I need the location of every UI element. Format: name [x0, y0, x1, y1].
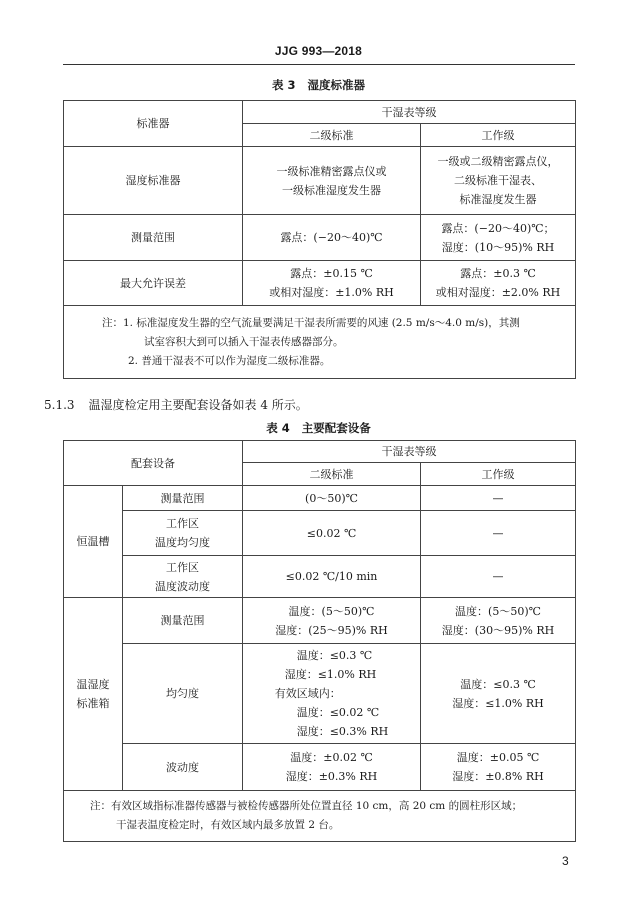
row-label: 最大允许误差 — [64, 261, 243, 306]
table-row — [64, 744, 576, 791]
table-row — [64, 215, 576, 261]
cell-line: 湿度：≤1.0% RH — [284, 668, 377, 681]
header-rule — [63, 64, 575, 65]
cell-line: 一级或二级精密露点仪， — [437, 155, 559, 168]
cell-line: ≤0.02 ℃ — [306, 526, 357, 540]
table3-col-working-header: 工作级 — [421, 124, 576, 147]
table3 — [63, 100, 576, 379]
cell-line: 温度均匀度 — [155, 536, 210, 549]
cell-line: — — [492, 570, 504, 583]
working-cell — [421, 261, 576, 306]
uniformity-block — [275, 646, 389, 741]
table-row — [64, 644, 576, 744]
table4-group-header: 干湿表等级 — [243, 441, 576, 463]
cell-line: 标准箱 — [76, 697, 110, 710]
secondary-cell — [243, 556, 421, 598]
cell-line: 湿度：(30～95)% RH — [441, 623, 555, 637]
note-line: 2. 普通干湿表不可以作为湿度二级标准器。 — [128, 354, 331, 367]
table3-caption — [0, 77, 637, 93]
cell-line: — — [492, 526, 504, 540]
table3-col-first-header: 标准器 — [64, 101, 243, 147]
cell-line: 温度波动度 — [155, 579, 210, 593]
table-row — [64, 598, 576, 644]
working-cell — [421, 486, 576, 511]
cell-line: 或相对湿度：±2.0% RH — [435, 286, 561, 299]
working-cell — [421, 644, 576, 744]
cell-line: 温度：±0.02 ℃ — [290, 751, 373, 764]
cell-line: 有效区域内： — [274, 687, 341, 700]
item-cell — [123, 486, 243, 511]
cell-line: 露点：±0.15 ℃ — [290, 267, 373, 280]
note-line — [76, 314, 565, 333]
cell-line: 温度：±0.05 ℃ — [456, 751, 540, 764]
note-line: 试室容积大到可以插入干湿表传感器部分。 — [144, 335, 344, 348]
secondary-cell — [243, 486, 421, 511]
cell-line: 湿度：≤1.0% RH — [452, 696, 544, 710]
working-cell — [421, 598, 576, 644]
cell-line: 湿度：(25～95)% RH — [275, 623, 388, 637]
cell-line: 均匀度 — [166, 687, 199, 700]
table4-number: 表 4 — [266, 421, 290, 435]
secondary-cell — [243, 147, 421, 215]
note-text: 1. 标准湿度发生器的空气流量要满足干湿表所需要的风速 (2.5 m/s～4.0 m/s)，其测 — [123, 316, 520, 329]
cell-line: 露点：±0.3 ℃ — [460, 267, 536, 280]
table4-col-working-header: 工作级 — [421, 463, 576, 486]
cell-line: 二级标准干湿表、 — [454, 174, 542, 187]
secondary-cell — [243, 744, 421, 791]
page-number: 3 — [562, 854, 569, 868]
secondary-cell — [243, 511, 421, 556]
cell-line: — — [492, 491, 504, 505]
table-row — [64, 486, 576, 511]
working-cell — [421, 215, 576, 261]
section-text: 温湿度检定用主要配套设备如表 4 所示。 — [88, 398, 308, 412]
table4-caption — [0, 420, 637, 436]
section-number: 5.1.3 — [44, 398, 75, 412]
cell-line: 温湿度 — [76, 678, 110, 691]
note-line — [76, 797, 565, 816]
item-cell — [123, 598, 243, 644]
note-line: 干湿表温度检定时，有效区域内最多放置 2 台。 — [116, 819, 340, 831]
cell-line: 或相对湿度：±1.0% RH — [269, 286, 394, 299]
table4-col-first-header: 配套设备 — [64, 441, 243, 486]
cell-line: 温度：≤0.3 ℃ — [296, 649, 373, 662]
cell-line: ≤0.02 ℃/10 min — [285, 570, 378, 583]
cell-line: 测量范围 — [160, 614, 205, 627]
working-cell — [421, 744, 576, 791]
cell-line: 露点：(−20～40)℃； — [441, 221, 555, 235]
cell-line: 湿度：≤0.3% RH — [296, 725, 389, 738]
table4-title: 主要配套设备 — [301, 421, 371, 435]
table4-notes — [64, 791, 576, 842]
cell-line: 工作区 — [166, 517, 199, 530]
table3-notes — [64, 306, 576, 379]
cell-line: 湿度：±0.3% RH — [285, 770, 378, 783]
table-row — [64, 147, 576, 215]
cell-line: 一级标准湿度发生器 — [282, 183, 381, 197]
secondary-cell — [243, 261, 421, 306]
row-label: 测量范围 — [64, 215, 243, 261]
note-text: 有效区域指标准器传感器与被检传感器所处位置直径 10 cm，高 20 cm 的圆柱形区域； — [111, 800, 523, 812]
working-cell — [421, 511, 576, 556]
standard-code-header: JJG 993—2018 — [274, 44, 363, 58]
cell-line: 温度：≤0.02 ℃ — [296, 706, 380, 719]
table-row — [64, 511, 576, 556]
table-row — [64, 261, 576, 306]
working-cell — [421, 147, 576, 215]
cell-line: 湿度：(10～95)% RH — [441, 240, 555, 254]
cell-line: (0～50)℃ — [305, 491, 358, 505]
cell-line: 露点：(−20～40)℃ — [280, 231, 383, 244]
secondary-cell — [243, 644, 421, 744]
table3-title: 湿度标准器 — [307, 78, 365, 92]
item-cell — [123, 556, 243, 598]
item-cell — [123, 744, 243, 791]
item-cell — [123, 511, 243, 556]
note-prefix: 注： — [90, 800, 111, 812]
table4-col-secondary-header: 二级标准 — [243, 463, 421, 486]
secondary-cell — [243, 598, 421, 644]
secondary-cell — [243, 215, 421, 261]
cell-line: 温度：≤0.3 ℃ — [460, 677, 536, 691]
table3-number: 表 3 — [271, 78, 296, 92]
table4 — [63, 440, 576, 842]
cell-line: 湿度：±0.8% RH — [452, 770, 544, 783]
table3-col-secondary-header: 二级标准 — [243, 124, 421, 147]
row-label: 湿度标准器 — [64, 147, 243, 215]
cell-line: 波动度 — [166, 760, 199, 774]
item-cell — [123, 644, 243, 744]
cell-line: 温度：(5～50)℃ — [288, 604, 375, 618]
cell-line: 温度：(5～50)℃ — [455, 604, 541, 618]
cell-line: 测量范围 — [160, 491, 205, 505]
cell-line: 工作区 — [166, 560, 199, 574]
section-paragraph — [44, 396, 308, 413]
working-cell — [421, 556, 576, 598]
group-label — [64, 598, 123, 791]
cell-line: 标准湿度发生器 — [459, 193, 537, 206]
table-row — [64, 556, 576, 598]
cell-line: 一级标准精密露点仪或 — [276, 164, 387, 178]
group-label: 恒温槽 — [64, 486, 123, 598]
note-prefix: 注： — [102, 316, 123, 329]
table3-group-header: 干湿表等级 — [243, 101, 576, 124]
